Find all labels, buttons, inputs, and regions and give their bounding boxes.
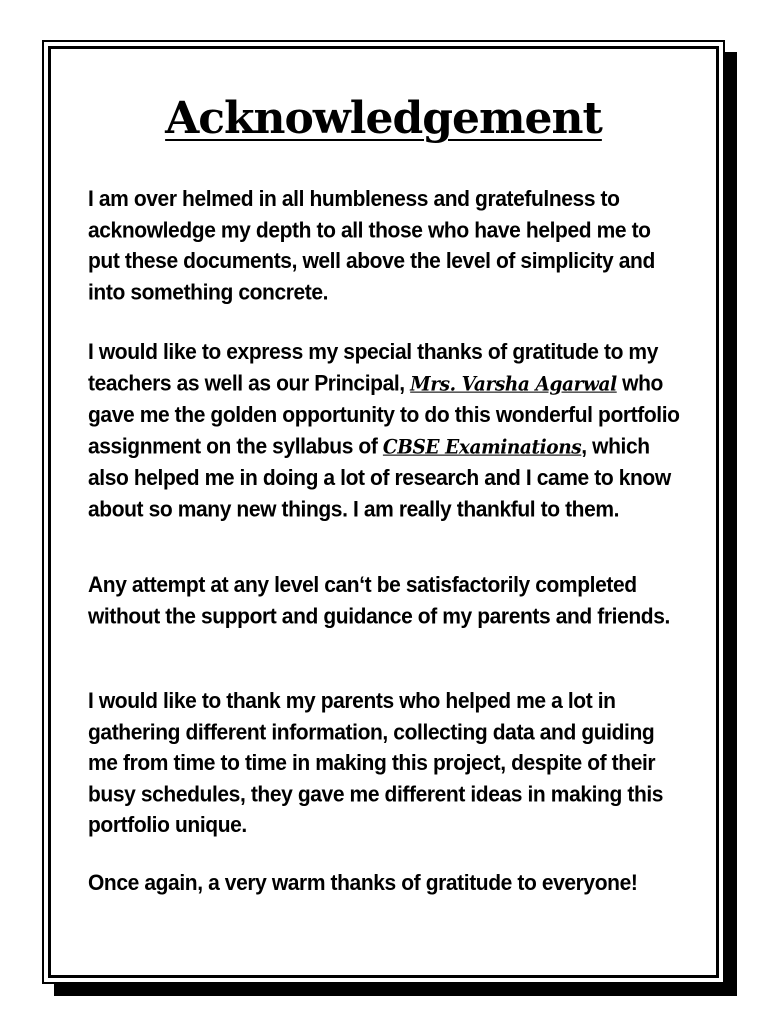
paragraph-intro (88, 184, 684, 308)
paragraph-support (88, 570, 684, 632)
principal-name: Mrs. Varsha Agarwal (410, 373, 617, 396)
paragraph-closing (88, 868, 684, 899)
thanks-text-part-2: who gave me the golden opportunity to do this wonderful portfolio assignment on the syllabus of (88, 371, 680, 459)
paragraph-support-text: Any attempt at any level can‘t be satisfactorily completed without the support and guidance of my parents and friends. (88, 573, 670, 629)
document-page (42, 40, 725, 984)
paragraph-thanks-teachers-text (88, 337, 684, 525)
paragraph-parents (88, 686, 684, 841)
paragraph-closing-text: Once again, a very warm thanks of gratitude to everyone! (88, 871, 638, 896)
paragraph-parents-text: I would like to thank my parents who helped me a lot in gathering different information, collecting data and guiding me from time to time in making this project, despite of their busy schedules, they gave me different ideas in making this portfolio unique. (88, 689, 664, 838)
thanks-text-part-1: I would like to express my special thanks of gratitude to my teachers as well as our Principal, (88, 340, 658, 396)
paragraph-thanks-teachers (88, 337, 684, 525)
thanks-text-part-3: , which also helped me in doing a lot of research and I came to know about so many new things. I am really thankful to them. (88, 434, 671, 522)
page-title: Acknowledgement (165, 93, 602, 144)
paragraph-intro-text: I am over helmed in all humbleness and gratefulness to acknowledge my depth to all those who have helped me to put these documents, well above the level of simplicity and into something concrete. (88, 187, 655, 305)
exam-name: CBSE Examinations (382, 436, 582, 459)
